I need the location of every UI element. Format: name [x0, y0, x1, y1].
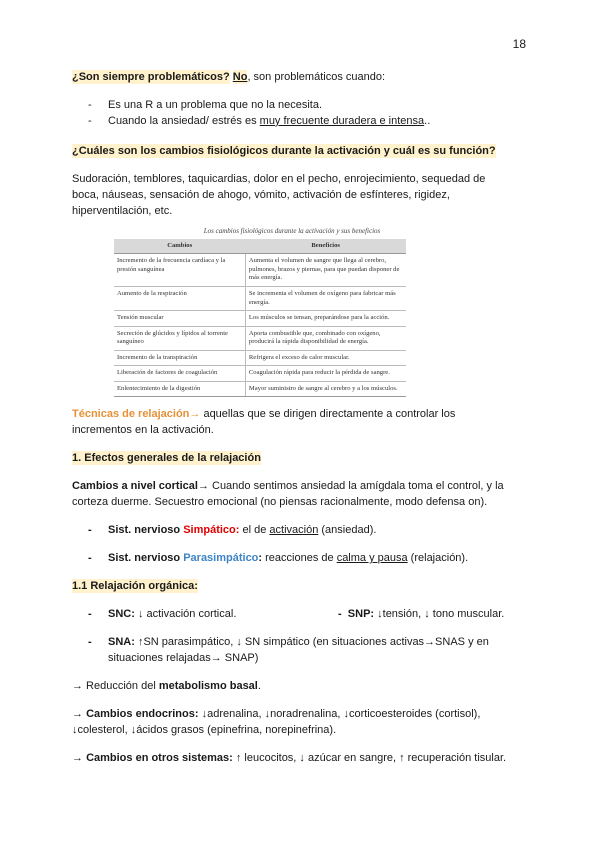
- list-item-snc-snp: - SNC: ↓ activación cortical. - SNP: ↓tensión, ↓ tono muscular.: [88, 607, 505, 620]
- page-number: 18: [512, 37, 526, 51]
- snc-label: SNC:: [108, 607, 135, 620]
- question-changes-heading: ¿Cuáles son los cambios fisiológicos durante la activación y cuál es su función?: [72, 144, 496, 157]
- tecnicas-label: Técnicas de relajación→: [72, 408, 201, 421]
- endo-prefix: →: [72, 707, 87, 720]
- table-row: [114, 286, 406, 310]
- table-cell: Coagulación rápida para reducir la pérdida de sangre.: [245, 366, 406, 382]
- list-item-simpatico: - Sist. nervioso Simpático: el de activación (ansiedad).: [88, 524, 377, 537]
- metab-suffix: .: [257, 679, 261, 692]
- symptoms-paragraph: Sudoración, temblores, taquicardias, dolor en el pecho, enrojecimiento, sequedad de boca, náuseas, sensación de ahogo, vómito, activación de esfínteres, rigidez, hiperventilación, etc.: [72, 172, 486, 217]
- table-cell: Tensión muscular: [114, 311, 245, 327]
- table-row: [114, 366, 406, 382]
- section-1-heading: [72, 451, 512, 467]
- table-row: [114, 326, 406, 350]
- problematic-list: [72, 98, 512, 130]
- tecnicas-text: aquellas que se dirigen directamente a controlar los incrementos en la activación.: [72, 408, 456, 437]
- endo-text: ↓adrenalina, ↓noradrenalina, ↓corticoesteroides (cortisol), ↓colesterol, ↓ácidos grasos (epinefrina, norepinefrina).: [72, 707, 481, 736]
- underlined-phrase: activación: [269, 524, 319, 537]
- parasimpatico-prefix: Sist. nervioso: [108, 552, 184, 565]
- question-problematic-heading: ¿Son siempre problemáticos?: [72, 71, 230, 83]
- list-item-parasimpatico: - Sist. nervioso Parasimpático: reacciones de calma y pausa (relajación).: [88, 552, 469, 565]
- table-cell: Incremento de la transpiración: [114, 350, 245, 366]
- endocrinos-paragraph: [72, 707, 512, 739]
- otros-text: ↑ leucocitos, ↓ azúcar en sangre, ↑ recuperación tisular.: [232, 751, 507, 764]
- section-1-1-heading: [72, 579, 512, 595]
- snp-text: ↓tensión, ↓ tono muscular.: [374, 607, 505, 620]
- otros-prefix: →: [72, 751, 87, 764]
- table-cell: Liberación de factores de coagulación: [114, 366, 245, 382]
- list-item: - Es una R a un problema que no la necesita.: [72, 98, 512, 114]
- underlined-phrase: calma y pausa: [336, 552, 408, 565]
- table-cell: Secreción de glúcidos y lípidos al torrente sanguíneo: [114, 326, 245, 350]
- table-cell: Refrigera el exceso de calor muscular.: [245, 350, 406, 366]
- table-row: [114, 381, 406, 397]
- simpatico-suffix: (ansiedad).: [318, 524, 377, 537]
- parasimpatico-suffix: (relajación).: [407, 552, 469, 565]
- sna-text: ↑SN parasimpático, ↓ SN simpático (en situaciones activas→SNAS y en situaciones relajadas→ SNAP): [108, 635, 489, 664]
- section-1-1-title: 1.1 Relajación orgánica:: [72, 580, 198, 593]
- table-cell: Aporta combustible que, combinado con oxígeno, producirá la rápida disponibilidad de energía.: [245, 326, 406, 350]
- table-cell: Se incrementa el volumen de oxígeno para fabricar más energía.: [245, 286, 406, 310]
- parasimpatico-colon: :: [258, 552, 263, 565]
- list-item-sna: - SNA: ↑SN parasimpático, ↓ SN simpático (en situaciones activas→SNAS y en situaciones relajadas→ SNAP): [88, 635, 489, 664]
- snc-text: ↓ activación cortical.: [134, 607, 237, 620]
- question-changes: [72, 144, 512, 160]
- list-item-suffix: ..: [424, 114, 431, 127]
- simpatico-prefix: Sist. nervioso: [108, 524, 184, 537]
- sna-label: SNA:: [108, 635, 135, 648]
- cortical-label: Cambios a nivel cortical: [72, 480, 198, 493]
- table-row: [114, 350, 406, 366]
- simpatico-term: Simpático:: [183, 524, 240, 537]
- otros-term: Cambios en otros sistemas:: [86, 751, 233, 764]
- otros-sistemas-paragraph: [72, 751, 512, 767]
- table-row: [114, 254, 406, 287]
- table-caption: Los cambios fisiológicos durante la activación y sus beneficios: [203, 226, 381, 235]
- list-item-text: Es una R a un problema que no la necesita.: [108, 98, 323, 111]
- simpatico-mid: el de: [239, 524, 270, 537]
- metabolismo-paragraph: [72, 679, 512, 695]
- list-item: - Cuando la ansiedad/ estrés es muy frecuente duradera e intensa..: [88, 114, 431, 127]
- cortical-paragraph: [72, 479, 512, 511]
- underlined-phrase: muy frecuente duradera e intensa: [259, 114, 425, 127]
- endo-term: Cambios endocrinos:: [86, 707, 199, 720]
- page-content: [72, 70, 512, 767]
- table-row: [114, 311, 406, 327]
- snp-label: SNP:: [347, 607, 375, 620]
- question-problematic-rest: , son problemáticos cuando:: [247, 71, 386, 83]
- metab-prefix: → Reducción del: [72, 679, 159, 692]
- table-cell: Aumento de la respiración: [114, 286, 245, 310]
- table-cell: Los músculos se tensan, preparándose para la acción.: [245, 311, 406, 327]
- changes-table: [114, 239, 406, 398]
- metab-term: metabolismo basal: [158, 679, 258, 692]
- list-item-text: Cuando la ansiedad/ estrés es: [108, 114, 260, 127]
- table-header: Cambios: [114, 239, 245, 254]
- snp-dash: -: [338, 607, 342, 620]
- table-cell: Enlentecimiento de la digestión: [114, 381, 245, 397]
- question-problematic: [72, 70, 512, 86]
- section-1-title: 1. Efectos generales de la relajación: [72, 452, 261, 465]
- table-cell: Mayor suministro de sangre al cerebro y a los músculos.: [245, 381, 406, 397]
- parasimpatico-mid: reacciones de: [262, 552, 337, 565]
- table-cell: Aumenta el volumen de sangre que llega al cerebro, pulmones, brazos y piernas, para que puedan disponer de más energía.: [245, 254, 406, 287]
- tecnicas-paragraph: [72, 407, 512, 439]
- parasimpatico-term: Parasimpático: [183, 552, 259, 565]
- table-cell: Incremento de la frecuencia cardíaca y la presión sanguínea: [114, 254, 245, 287]
- table-header: Beneficios: [245, 239, 406, 254]
- answer-no: No: [232, 71, 248, 83]
- cortical-text: → Cuando sentimos ansiedad la amígdala toma el control, y la corteza duerme. Secuestro emocional (no piensas racionalmente, modo defensa on).: [72, 480, 504, 509]
